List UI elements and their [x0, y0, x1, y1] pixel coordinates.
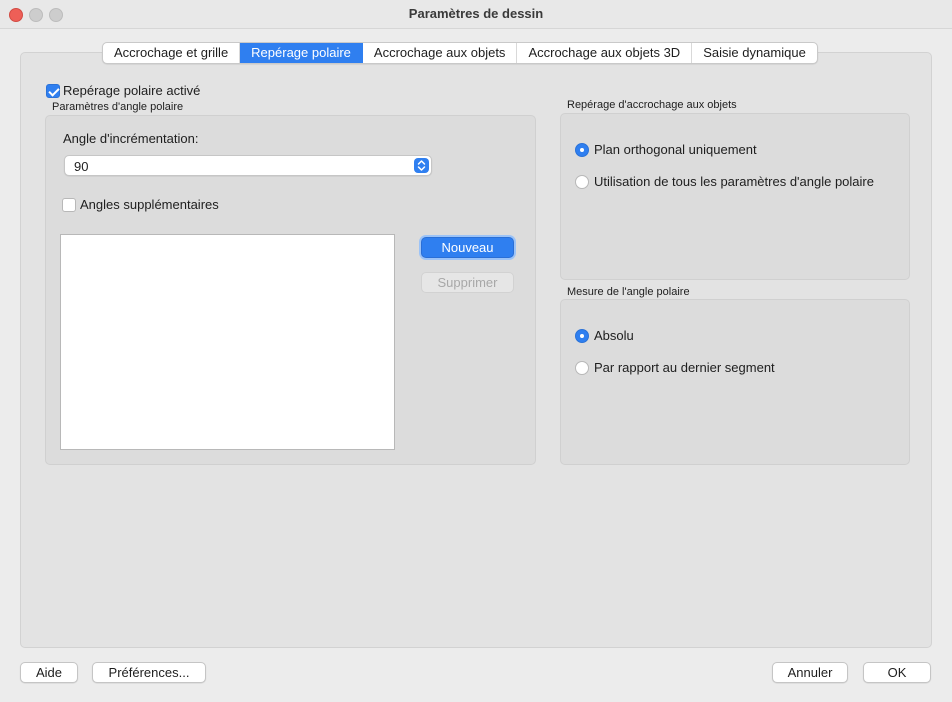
delete-angle-button[interactable]: Supprimer [421, 272, 514, 293]
additional-angles-checkbox[interactable] [62, 198, 76, 212]
orthogonal-only-label[interactable]: Plan orthogonal uniquement [594, 142, 757, 157]
polar-enabled-label[interactable]: Repérage polaire activé [63, 83, 201, 98]
additional-angles-list[interactable] [60, 234, 395, 450]
chevron-updown-icon [414, 158, 429, 173]
angle-settings-group-title: Paramètres d'angle polaire [52, 101, 184, 113]
tab-snap-grid[interactable]: Accrochage et grille [103, 43, 240, 63]
increment-angle-select[interactable] [64, 155, 432, 176]
polar-enabled-checkbox[interactable] [46, 84, 60, 98]
tab-object-snap[interactable]: Accrochage aux objets [363, 43, 518, 63]
relative-last-segment-label[interactable]: Par rapport au dernier segment [594, 360, 775, 375]
window-title: Paramètres de dessin [408, 6, 544, 21]
ok-button[interactable]: OK [863, 662, 931, 683]
absolute-label[interactable]: Absolu [594, 328, 634, 343]
title-bar [0, 0, 952, 29]
absolute-radio[interactable] [575, 329, 589, 343]
help-button[interactable]: Aide [20, 662, 78, 683]
increment-angle-label: Angle d'incrémentation: [63, 131, 199, 146]
increment-angle-value: 90 [74, 159, 89, 174]
snap-tracking-group-title: Repérage d'accrochage aux objets [567, 99, 737, 111]
orthogonal-only-radio[interactable] [575, 143, 589, 157]
snap-tracking-group [560, 113, 910, 280]
angle-measure-group [560, 299, 910, 465]
relative-last-segment-radio[interactable] [575, 361, 589, 375]
tab-3d-object-snap[interactable]: Accrochage aux objets 3D [517, 43, 692, 63]
tab-dynamic-input[interactable]: Saisie dynamique [703, 45, 806, 60]
all-polar-angles-label[interactable]: Utilisation de tous les paramètres d'angle polaire [594, 174, 874, 189]
additional-angles-label[interactable]: Angles supplémentaires [80, 197, 219, 212]
cancel-button[interactable]: Annuler [772, 662, 848, 683]
preferences-button[interactable]: Préférences... [92, 662, 206, 683]
tab-polar-tracking[interactable]: Repérage polaire [240, 43, 363, 63]
all-polar-angles-radio[interactable] [575, 175, 589, 189]
tab-bar [102, 42, 818, 64]
angle-measure-group-title: Mesure de l'angle polaire [567, 286, 690, 298]
new-angle-button[interactable]: Nouveau [421, 237, 514, 258]
